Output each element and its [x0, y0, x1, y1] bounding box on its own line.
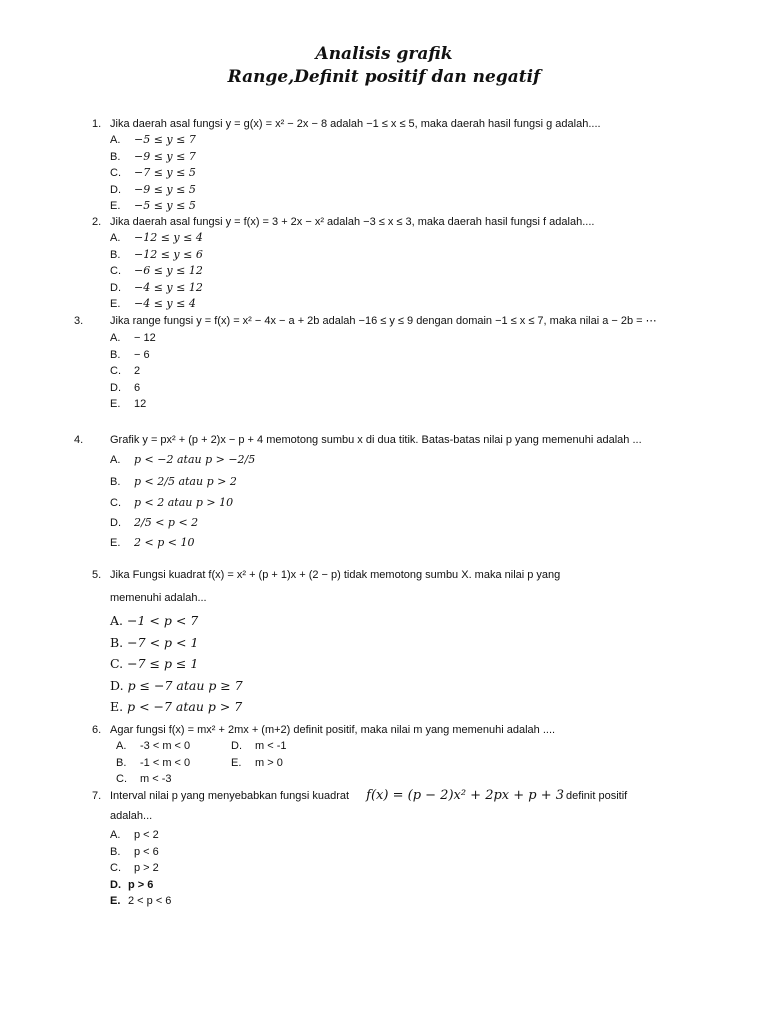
option-a: A. p < 2: [110, 829, 159, 841]
option-a: A. −1 < p < 7: [110, 613, 199, 628]
question-text: 2. Jika daerah asal fungsi y = f(x) = 3 + 2x − x² adalah −3 ≤ x ≤ 3, maka daerah hasil fungsi f adalah....: [92, 216, 595, 228]
option-c: C. −7 ≤ p ≤ 1: [110, 656, 199, 671]
page-subtitle: Range,Definit positif dan negatif: [227, 67, 541, 87]
option-e: E. −5 ≤ y ≤ 5: [110, 199, 196, 212]
option-b: B. p < 6: [110, 845, 159, 858]
question-text: 5. Jika Fungsi kuadrat f(x) = x² + (p + 1)x + (2 − p) tidak memotong sumbu X. maka nilai p yang: [92, 569, 561, 581]
option-a: A. p < −2 atau p > −2/5: [110, 453, 256, 466]
option-e: E. p < −7 atau p > 7: [110, 699, 243, 714]
question-5: [92, 567, 676, 718]
option-c: C. p < 2 atau p > 10: [110, 496, 234, 509]
option-d: D. 6: [110, 381, 141, 394]
question-text-line2: memenuhi adalah...: [110, 592, 207, 604]
option-d: D. m < -1: [231, 740, 287, 752]
option-b: B. -1 < m < 0: [116, 756, 191, 769]
option-c: C. p > 2: [110, 862, 159, 874]
question-text-line2: adalah...: [110, 810, 153, 822]
option-d: D. p ≤ −7 atau p ≥ 7: [110, 677, 243, 693]
option-e: E. 2 < p < 10: [110, 536, 195, 549]
option-e: E. 2 < p < 6: [110, 895, 172, 907]
question-1: [92, 116, 676, 215]
question-text: 1. Jika daerah asal fungsi y = g(x) = x² − 2x − 8 adalah −1 ≤ x ≤ 5, maka daerah hasil fungsi g adalah....: [92, 118, 601, 130]
option-b: B. −12 ≤ y ≤ 6: [110, 247, 203, 261]
option-a: A. -3 < m < 0: [116, 740, 191, 752]
question-2: [92, 214, 676, 313]
option-a: A. −5 ≤ y ≤ 7: [110, 133, 196, 146]
option-b: B. −9 ≤ y ≤ 7: [110, 149, 196, 163]
option-d: D. 2/5 < p < 2: [110, 516, 199, 529]
option-c: C. 2: [110, 365, 141, 377]
option-d: D. p > 6: [110, 878, 154, 891]
option-e: E. m > 0: [231, 756, 283, 769]
question-3: [74, 313, 676, 413]
option-b: B. −7 < p < 1: [110, 634, 199, 650]
option-d: D. −4 ≤ y ≤ 12: [110, 280, 203, 294]
option-c: C. −6 ≤ y ≤ 12: [110, 264, 203, 277]
option-e: E. −4 ≤ y ≤ 4: [110, 297, 196, 310]
page-title: Analisis grafik: [315, 44, 453, 64]
question-6: [92, 722, 676, 788]
option-c: C. m < -3: [116, 773, 172, 785]
formula: f(x) = (p − 2)x² + 2px + p + 3: [366, 788, 565, 803]
question-text: 4. Grafik y = px² + (p + 2)x − p + 4 memotong sumbu x di dua titik. Batas-batas nilai p yang memenuhi adalah ...: [74, 434, 642, 446]
question-text: 7. Interval nilai p yang menyebabkan fungsi kuadrat f(x) = (p − 2)x² + 2px + p + 3 definit positif: [92, 788, 628, 803]
option-b: B. − 6: [110, 348, 150, 361]
option-a: A. − 12: [110, 332, 156, 344]
option-b: B. p < 2/5 atau p > 2: [110, 475, 237, 488]
option-d: D. −9 ≤ y ≤ 5: [110, 182, 196, 196]
question-text: 3. Jika range fungsi y = f(x) = x² − 4x − a + 2b adalah −16 ≤ y ≤ 9 dengan domain −1 ≤ x ≤ 7, maka nilai a − 2b = ⋯: [74, 315, 657, 327]
option-c: C. −7 ≤ y ≤ 5: [110, 166, 196, 179]
question-4: [74, 432, 676, 553]
option-a: A. −12 ≤ y ≤ 4: [110, 231, 203, 244]
question-text: 6. Agar fungsi f(x) = mx² + 2mx + (m+2) definit positif, maka nilai m yang memenuhi adalah ....: [92, 724, 556, 736]
option-e: E. 12: [110, 398, 147, 410]
question-7: [92, 786, 676, 910]
